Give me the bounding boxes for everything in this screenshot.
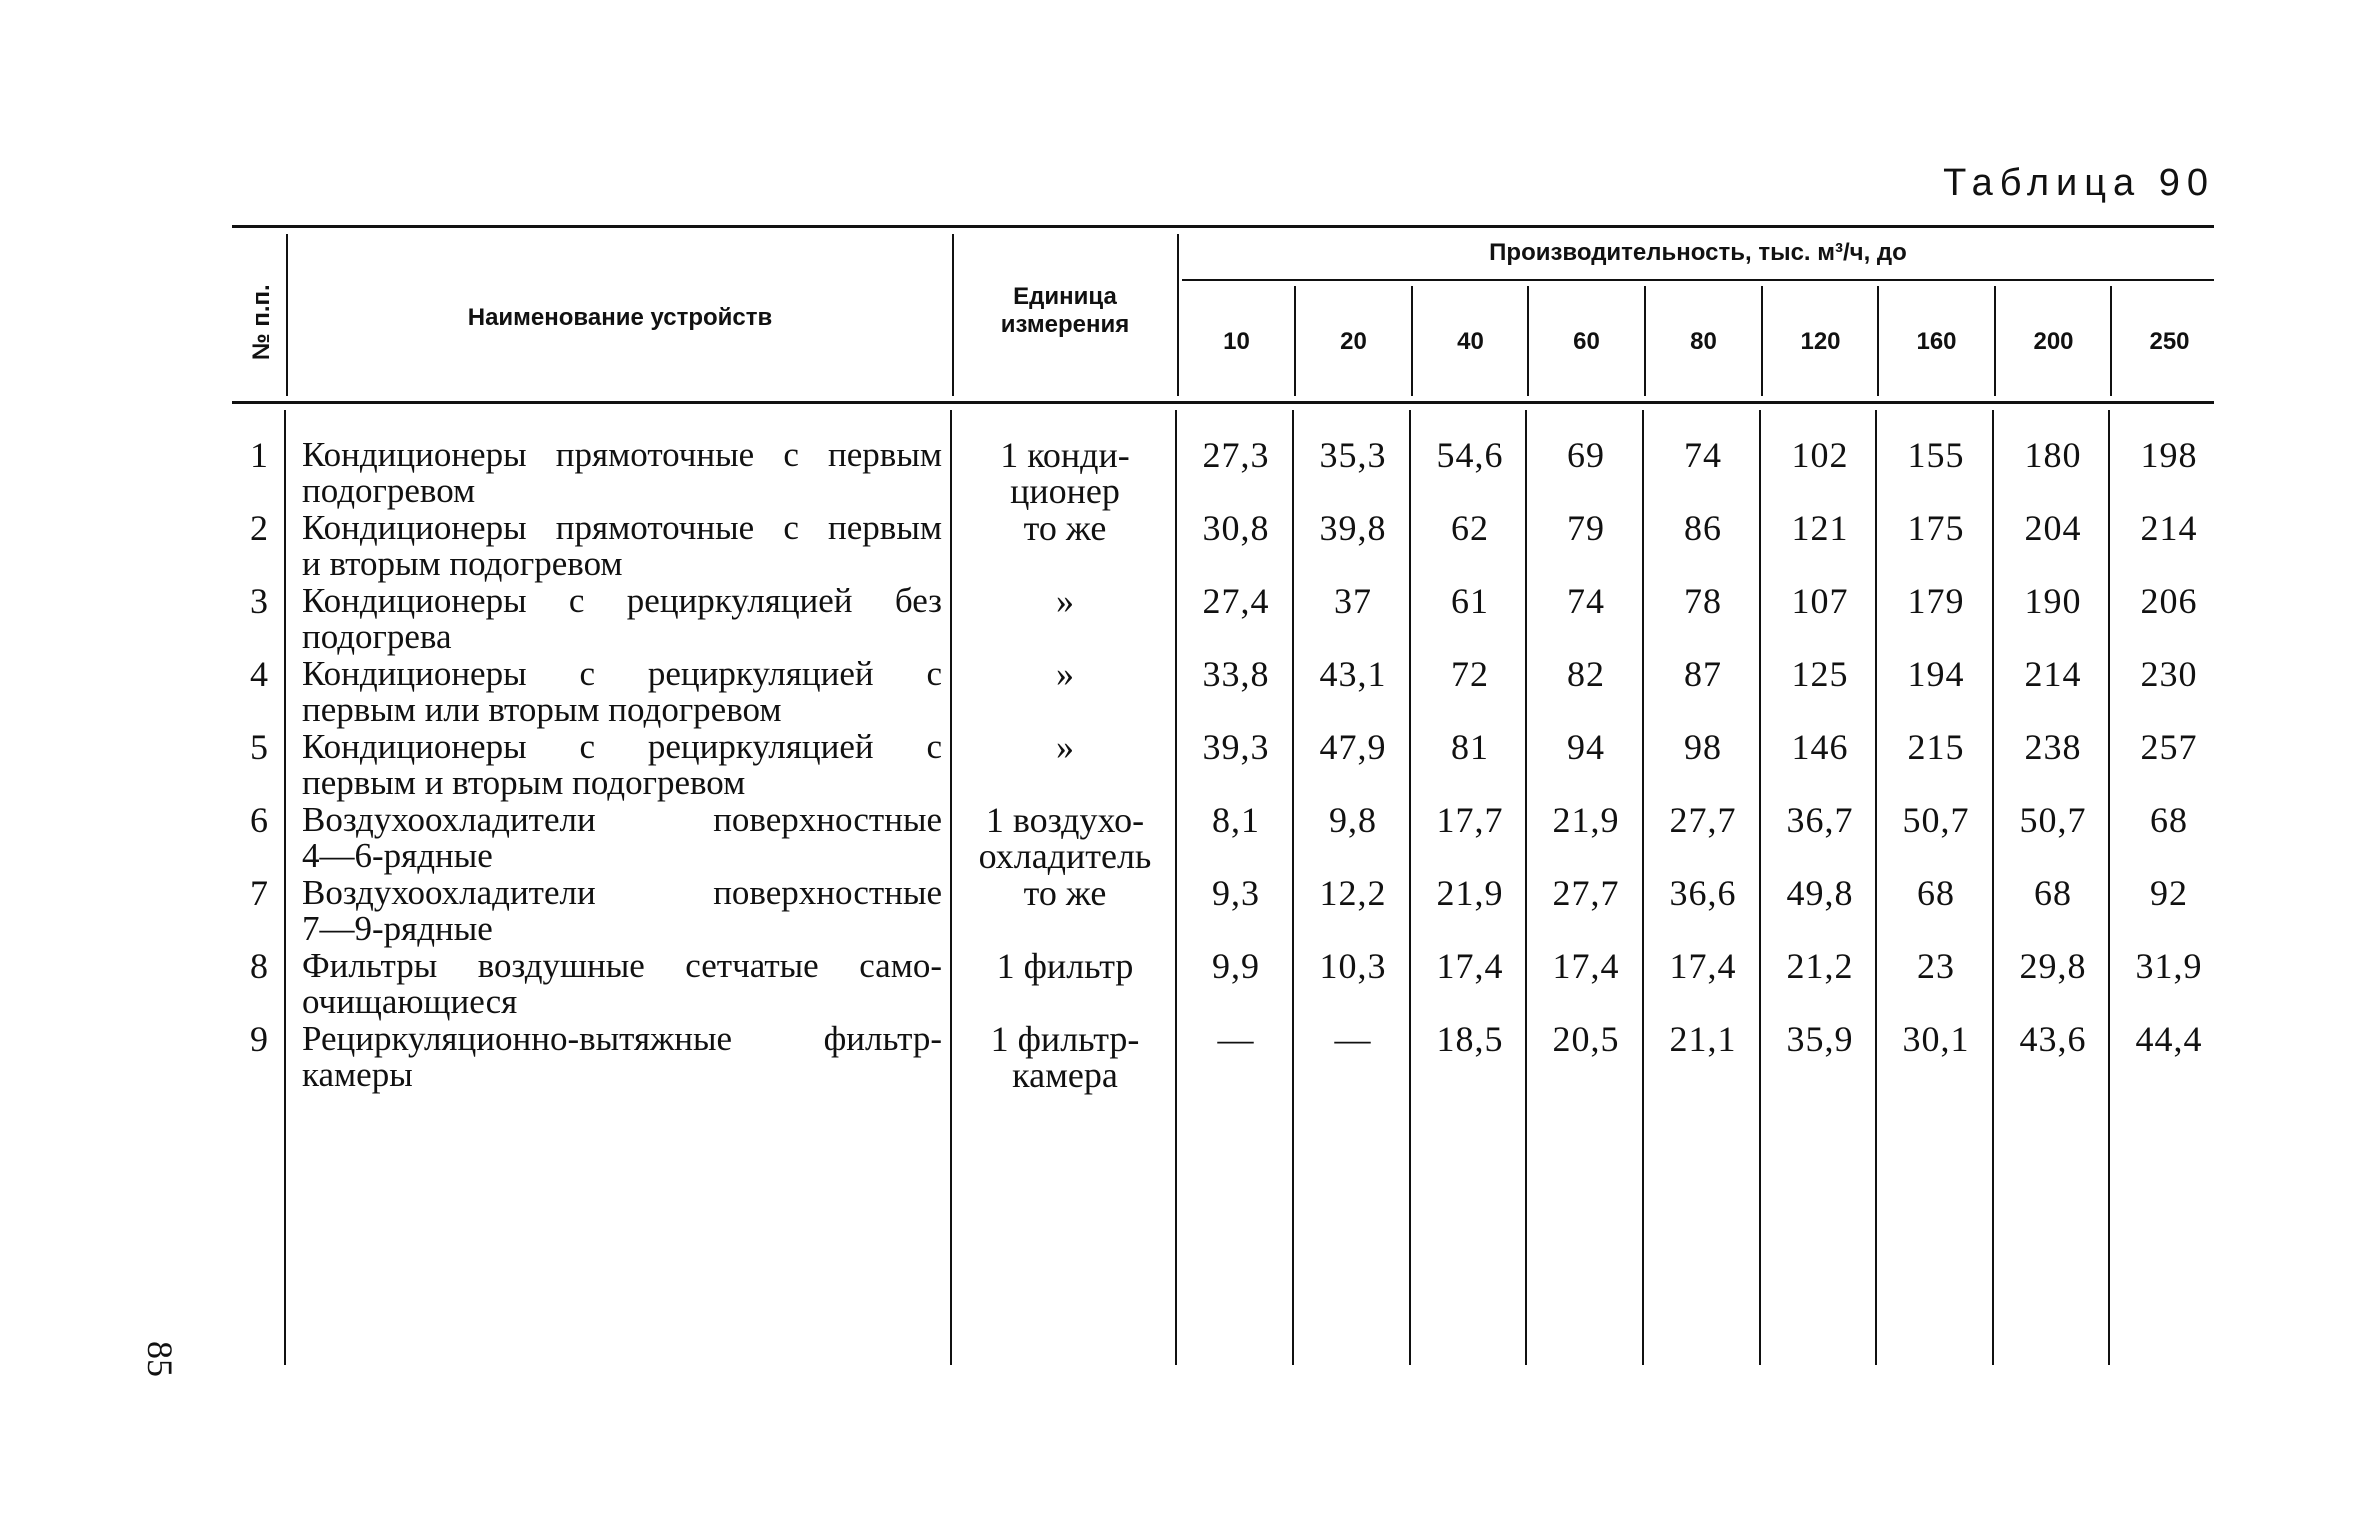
- value-cell: 214: [2140, 508, 2198, 548]
- value-cell: 62: [1451, 508, 1489, 548]
- value-cell: 92: [2150, 873, 2188, 913]
- value-cell: 8,1: [1212, 800, 1260, 840]
- page-number: 85: [140, 1341, 180, 1377]
- value-cell: 230: [2140, 654, 2198, 694]
- header-unit-label-2: измерения: [1000, 311, 1130, 338]
- table-caption: Таблица 90: [1943, 162, 2215, 204]
- unit-line: 1 фильтр-: [990, 1019, 1140, 1059]
- value-cell: 146: [1791, 727, 1849, 767]
- value-cell: 107: [1791, 581, 1849, 621]
- value-cell: 27,7: [1552, 873, 1620, 913]
- device-name-line: и вторым подогревом: [302, 544, 623, 583]
- device-name-line: очищающиеся: [302, 982, 518, 1021]
- performance-column-label: 160: [1916, 328, 1957, 355]
- device-name-line: Воздухоохладители поверхностные: [302, 800, 942, 839]
- value-cell: 12,2: [1319, 873, 1387, 913]
- device-name-line: 4—6-рядные: [302, 836, 493, 875]
- value-cell: 21,2: [1786, 946, 1854, 986]
- value-cell: 54,6: [1436, 435, 1504, 475]
- value-cell: 47,9: [1319, 727, 1387, 767]
- row-number: 7: [250, 873, 268, 913]
- value-cell: 79: [1567, 508, 1605, 548]
- value-cell: 74: [1567, 581, 1605, 621]
- device-name-line: Рециркуляционно-вытяжные фильтр-: [302, 1019, 942, 1058]
- value-cell: 179: [1907, 581, 1965, 621]
- row-number: 9: [250, 1019, 268, 1059]
- row-number: 3: [250, 581, 268, 621]
- value-cell: 43,6: [2019, 1019, 2087, 1059]
- unit-line: »: [1056, 654, 1074, 694]
- value-cell: 23: [1917, 946, 1955, 986]
- value-cell: 81: [1451, 727, 1489, 767]
- value-cell: 68: [2034, 873, 2072, 913]
- performance-column-label: 250: [2149, 328, 2190, 355]
- value-cell: 21,9: [1436, 873, 1504, 913]
- unit-line: »: [1056, 727, 1074, 767]
- unit-line: »: [1056, 581, 1074, 621]
- device-name-line: камеры: [302, 1055, 413, 1094]
- value-cell: 215: [1907, 727, 1965, 767]
- header-num-label: № п.п.: [247, 284, 275, 361]
- performance-column-label: 60: [1573, 328, 1600, 355]
- performance-column-label: 10: [1223, 328, 1250, 355]
- value-cell: 86: [1684, 508, 1722, 548]
- table-top-rule: [232, 225, 2214, 228]
- performance-column-label: 120: [1800, 328, 1841, 355]
- value-cell: 17,4: [1436, 946, 1504, 986]
- value-cell: 39,3: [1202, 727, 1270, 767]
- value-cell: 49,8: [1786, 873, 1854, 913]
- value-cell: 50,7: [1902, 800, 1970, 840]
- value-cell: 39,8: [1319, 508, 1387, 548]
- header-performance-label: Производительность, тыс. м³/ч, до: [1489, 239, 1907, 266]
- value-cell: 194: [1907, 654, 1965, 694]
- value-cell: 180: [2024, 435, 2082, 475]
- value-cell: 61: [1451, 581, 1489, 621]
- value-cell: 27,4: [1202, 581, 1270, 621]
- value-cell: 125: [1791, 654, 1849, 694]
- header-divider-unit: [1177, 234, 1179, 396]
- body-divider-name: [950, 410, 952, 1365]
- row-number: 2: [250, 508, 268, 548]
- row-number: 5: [250, 727, 268, 767]
- value-cell: 9,8: [1329, 800, 1377, 840]
- device-name-line: 7—9-рядные: [302, 909, 493, 948]
- value-cell: 50,7: [2019, 800, 2087, 840]
- value-cell: 82: [1567, 654, 1605, 694]
- unit-line: ционер: [1010, 471, 1120, 511]
- row-number: 1: [250, 435, 268, 475]
- device-name-line: Кондиционеры с рециркуляцией с: [302, 727, 942, 766]
- value-cell: 198: [2140, 435, 2198, 475]
- value-cell: 17,7: [1436, 800, 1504, 840]
- value-cell: 102: [1791, 435, 1849, 475]
- value-cell: 21,9: [1552, 800, 1620, 840]
- value-cell: 44,4: [2135, 1019, 2203, 1059]
- row-number: 4: [250, 654, 268, 694]
- value-cell: 9,9: [1212, 946, 1260, 986]
- performance-column-label: 200: [2033, 328, 2074, 355]
- row-number: 6: [250, 800, 268, 840]
- unit-line: 1 фильтр: [996, 946, 1134, 986]
- value-cell: 30,8: [1202, 508, 1270, 548]
- value-cell: 175: [1907, 508, 1965, 548]
- value-cell: —: [1217, 1019, 1255, 1059]
- value-cell: 21,1: [1669, 1019, 1737, 1059]
- unit-line: 1 воздухо-: [985, 800, 1145, 840]
- device-name-line: подогрева: [302, 617, 452, 656]
- unit-line: камера: [1012, 1055, 1118, 1095]
- value-cell: 121: [1791, 508, 1849, 548]
- value-cell: 155: [1907, 435, 1965, 475]
- device-name-line: Кондиционеры прямоточные с первым: [302, 435, 942, 474]
- value-cell: 87: [1684, 654, 1722, 694]
- value-cell: 17,4: [1669, 946, 1737, 986]
- body-divider-unit: [1175, 410, 1177, 1365]
- value-cell: 74: [1684, 435, 1722, 475]
- value-cell: 190: [2024, 581, 2082, 621]
- value-cell: 78: [1684, 581, 1722, 621]
- device-name-line: Воздухоохладители поверхностные: [302, 873, 942, 912]
- performance-column-label: 20: [1340, 328, 1367, 355]
- unit-line: 1 конди-: [1000, 435, 1130, 475]
- value-cell: 35,9: [1786, 1019, 1854, 1059]
- value-cell: 27,7: [1669, 800, 1737, 840]
- value-cell: 36,6: [1669, 873, 1737, 913]
- device-name-line: Кондиционеры прямоточные с первым: [302, 508, 942, 547]
- row-number: 8: [250, 946, 268, 986]
- device-name-line: подогревом: [302, 471, 476, 510]
- value-cell: 27,3: [1202, 435, 1270, 475]
- device-name-line: первым или вторым подогревом: [302, 690, 782, 729]
- value-cell: 35,3: [1319, 435, 1387, 475]
- value-cell: 10,3: [1319, 946, 1387, 986]
- value-cell: 29,8: [2019, 946, 2087, 986]
- value-cell: 68: [2150, 800, 2188, 840]
- body-divider-num: [284, 410, 286, 1365]
- value-cell: 17,4: [1552, 946, 1620, 986]
- performance-column-label: 40: [1457, 328, 1484, 355]
- header-unit-label-1: Единица: [1013, 283, 1117, 310]
- header-bottom-rule: [232, 401, 2214, 404]
- header-divider-num: [286, 234, 288, 396]
- header-divider-name: [952, 234, 954, 396]
- device-name-line: Фильтры воздушные сетчатые само-: [302, 946, 942, 985]
- unit-line: то же: [1023, 873, 1107, 913]
- value-cell: 94: [1567, 727, 1605, 767]
- device-name-line: первым и вторым подогревом: [302, 763, 746, 802]
- device-name-line: Кондиционеры с рециркуляцией с: [302, 654, 942, 693]
- performance-header-rule: [1182, 279, 2214, 281]
- value-cell: 206: [2140, 581, 2198, 621]
- value-cell: 20,5: [1552, 1019, 1620, 1059]
- value-cell: 69: [1567, 435, 1605, 475]
- header-name-label: Наименование устройств: [467, 304, 773, 331]
- unit-line: то же: [1023, 508, 1107, 548]
- performance-column-label: 80: [1690, 328, 1717, 355]
- value-cell: 18,5: [1436, 1019, 1504, 1059]
- value-cell: 9,3: [1212, 873, 1260, 913]
- value-cell: 72: [1451, 654, 1489, 694]
- value-cell: 30,1: [1902, 1019, 1970, 1059]
- value-cell: 36,7: [1786, 800, 1854, 840]
- value-cell: 214: [2024, 654, 2082, 694]
- value-cell: 43,1: [1319, 654, 1387, 694]
- value-cell: —: [1334, 1019, 1372, 1059]
- unit-line: охладитель: [978, 836, 1152, 876]
- value-cell: 37: [1334, 581, 1372, 621]
- value-cell: 238: [2024, 727, 2082, 767]
- device-name-line: Кондиционеры с рециркуляцией без: [302, 581, 942, 620]
- value-cell: 98: [1684, 727, 1722, 767]
- value-cell: 31,9: [2135, 946, 2203, 986]
- value-cell: 257: [2140, 727, 2198, 767]
- value-cell: 33,8: [1202, 654, 1270, 694]
- value-cell: 204: [2024, 508, 2082, 548]
- value-cell: 68: [1917, 873, 1955, 913]
